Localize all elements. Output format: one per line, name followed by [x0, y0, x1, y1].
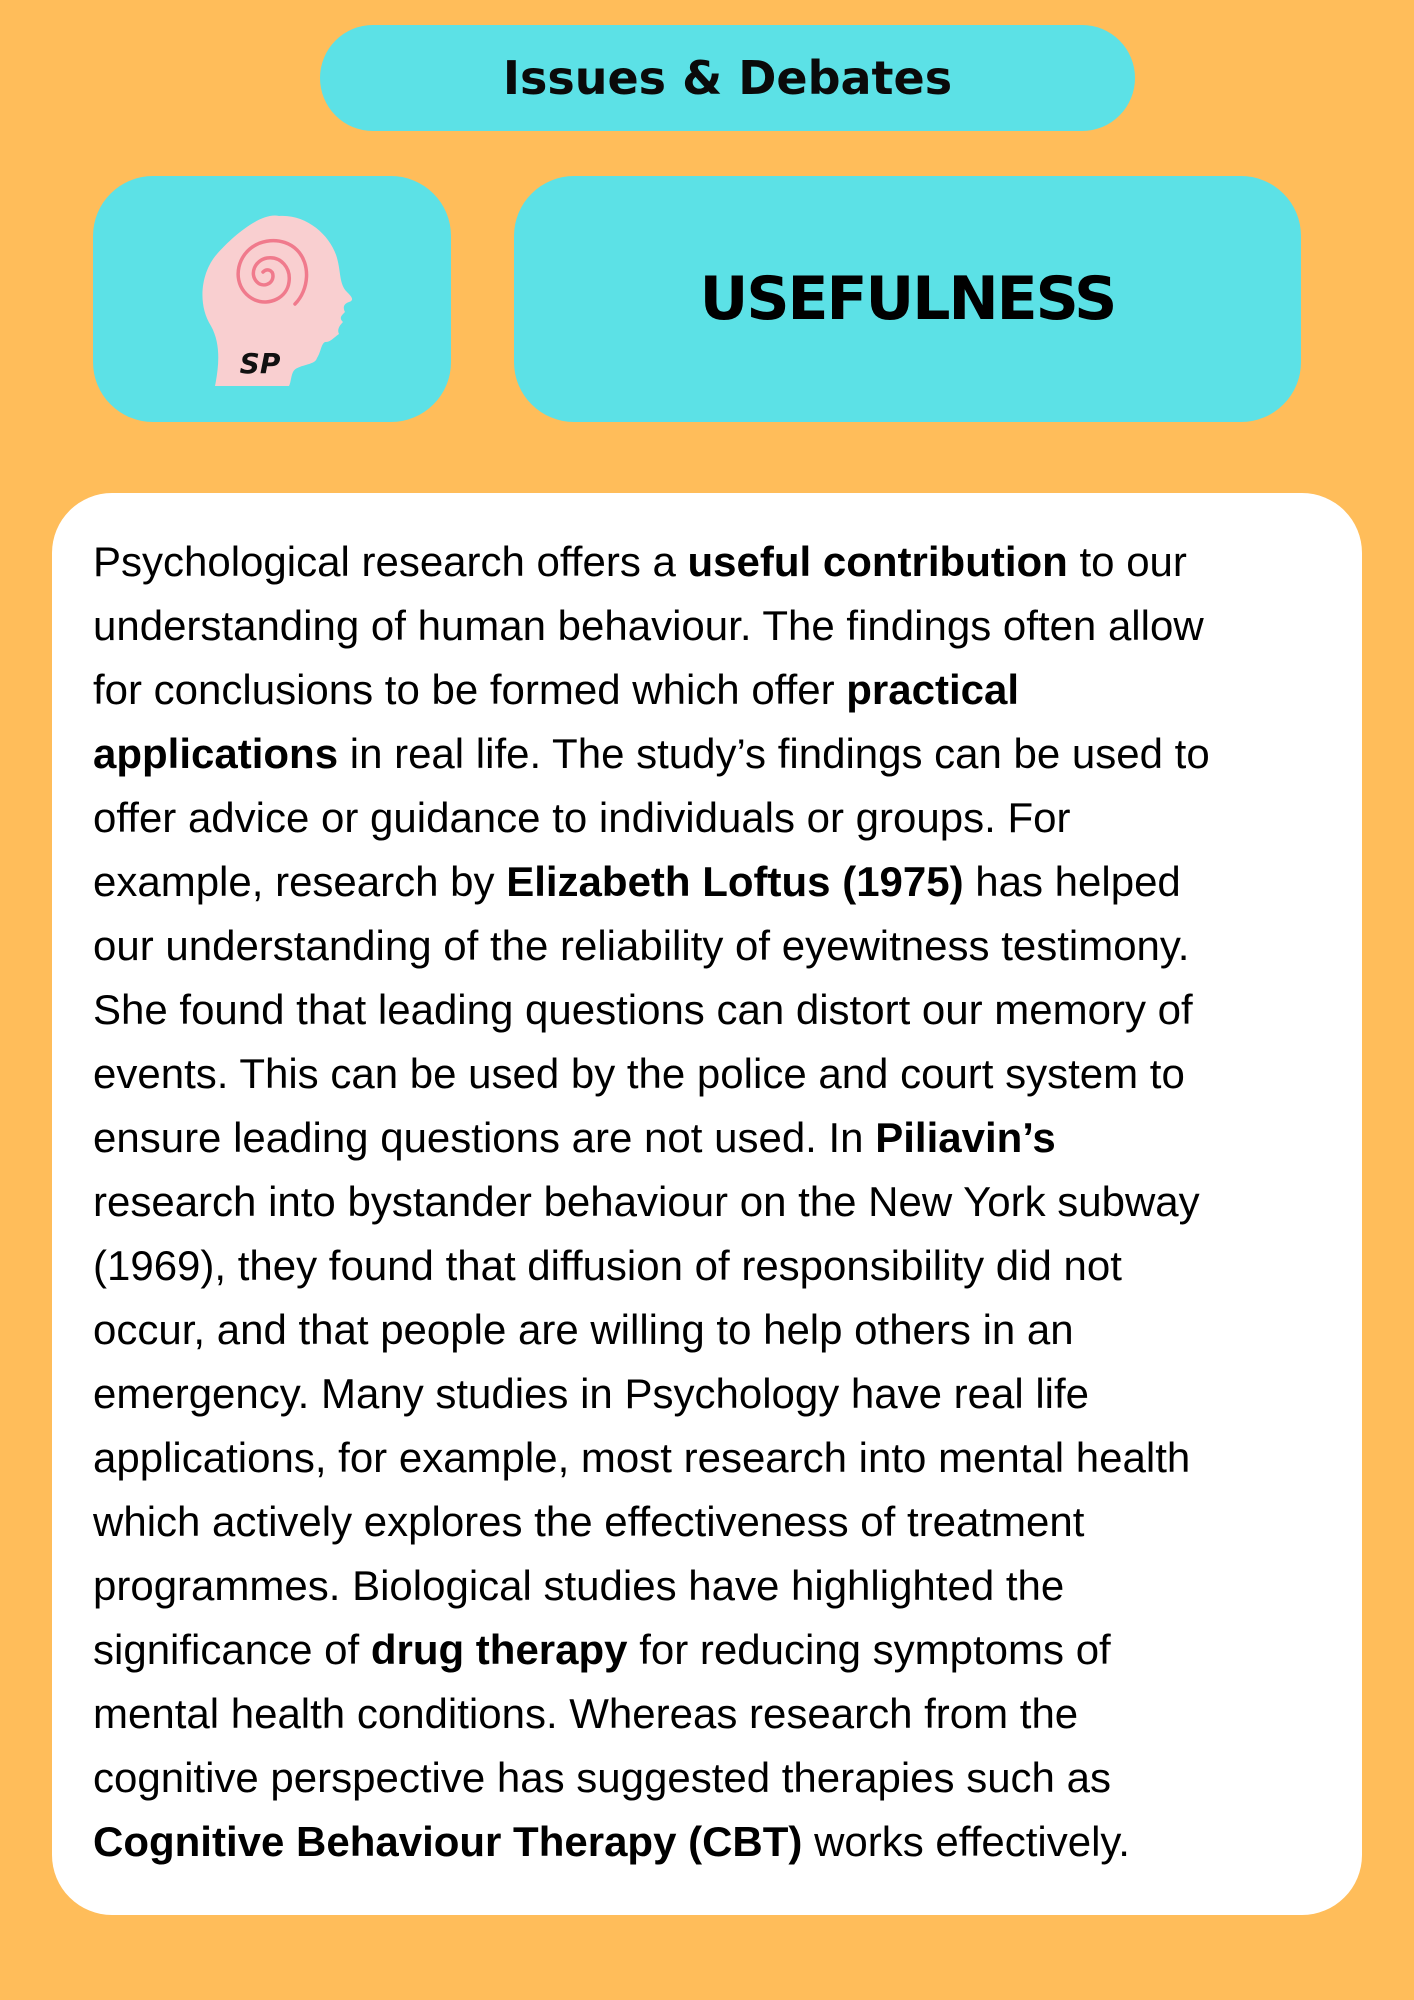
body-text-segment: works effectively.: [802, 1818, 1130, 1865]
body-text-segment: events. This can be used by the police and court system to: [93, 1050, 1185, 1097]
emphasis-text: applications: [93, 730, 339, 777]
body-text-segment: mental health conditions. Whereas research from the: [93, 1690, 1079, 1737]
body-paragraph: [93, 530, 1343, 1874]
emphasis-text: practical: [846, 666, 1020, 713]
body-text-segment: research into bystander behaviour on the New York subway: [93, 1178, 1200, 1225]
title-panel: [514, 176, 1301, 422]
issues-debates-header: [320, 25, 1135, 131]
body-text-segment: She found that leading questions can distort our memory of: [93, 986, 1193, 1033]
body-text-segment: has helped: [963, 858, 1181, 905]
header-label: Issues & Debates: [502, 51, 953, 105]
body-text-segment: for reducing symptoms of: [627, 1626, 1111, 1673]
body-text-segment: our understanding of the reliability of eyewitness testimony.: [93, 922, 1190, 969]
body-text-segment: programmes. Biological studies have highlighted the: [93, 1562, 1065, 1609]
logo-initials: SP: [239, 347, 281, 380]
body-text-segment: Psychological research offers a: [93, 538, 688, 585]
body-text-segment: ensure leading questions are not used. In: [93, 1114, 876, 1161]
emphasis-text: Elizabeth Loftus (1975): [506, 858, 964, 905]
body-text-segment: cognitive perspective has suggested therapies such as: [93, 1754, 1111, 1801]
body-text-segment: applications, for example, most research into mental health: [93, 1434, 1191, 1481]
body-text-segment: in real life. The study’s findings can be used to: [338, 730, 1210, 777]
emphasis-text: Piliavin’s: [875, 1114, 1056, 1161]
body-text-segment: example, research by: [93, 858, 507, 905]
body-text-segment: which actively explores the effectiveness of treatment: [93, 1498, 1085, 1545]
logo-panel: [93, 176, 451, 422]
body-text-segment: emergency. Many studies in Psychology have real life: [93, 1370, 1090, 1417]
body-text-segment: significance of: [93, 1626, 371, 1673]
body-text-segment: understanding of human behaviour. The findings often allow: [93, 602, 1204, 649]
body-text-segment: offer advice or guidance to individuals or groups. For: [93, 794, 1071, 841]
page-title: USEFULNESS: [699, 264, 1116, 334]
body-text-segment: to our: [1067, 538, 1187, 585]
emphasis-text: drug therapy: [370, 1626, 628, 1673]
body-text-segment: (1969), they found that diffusion of responsibility did not: [93, 1242, 1122, 1289]
emphasis-text: useful contribution: [687, 538, 1068, 585]
body-text-segment: for conclusions to be formed which offer: [93, 666, 847, 713]
emphasis-text: Cognitive Behaviour Therapy (CBT): [93, 1818, 803, 1865]
body-text-segment: occur, and that people are willing to help others in an: [93, 1306, 1074, 1353]
head-spiral-icon: [93, 176, 451, 422]
